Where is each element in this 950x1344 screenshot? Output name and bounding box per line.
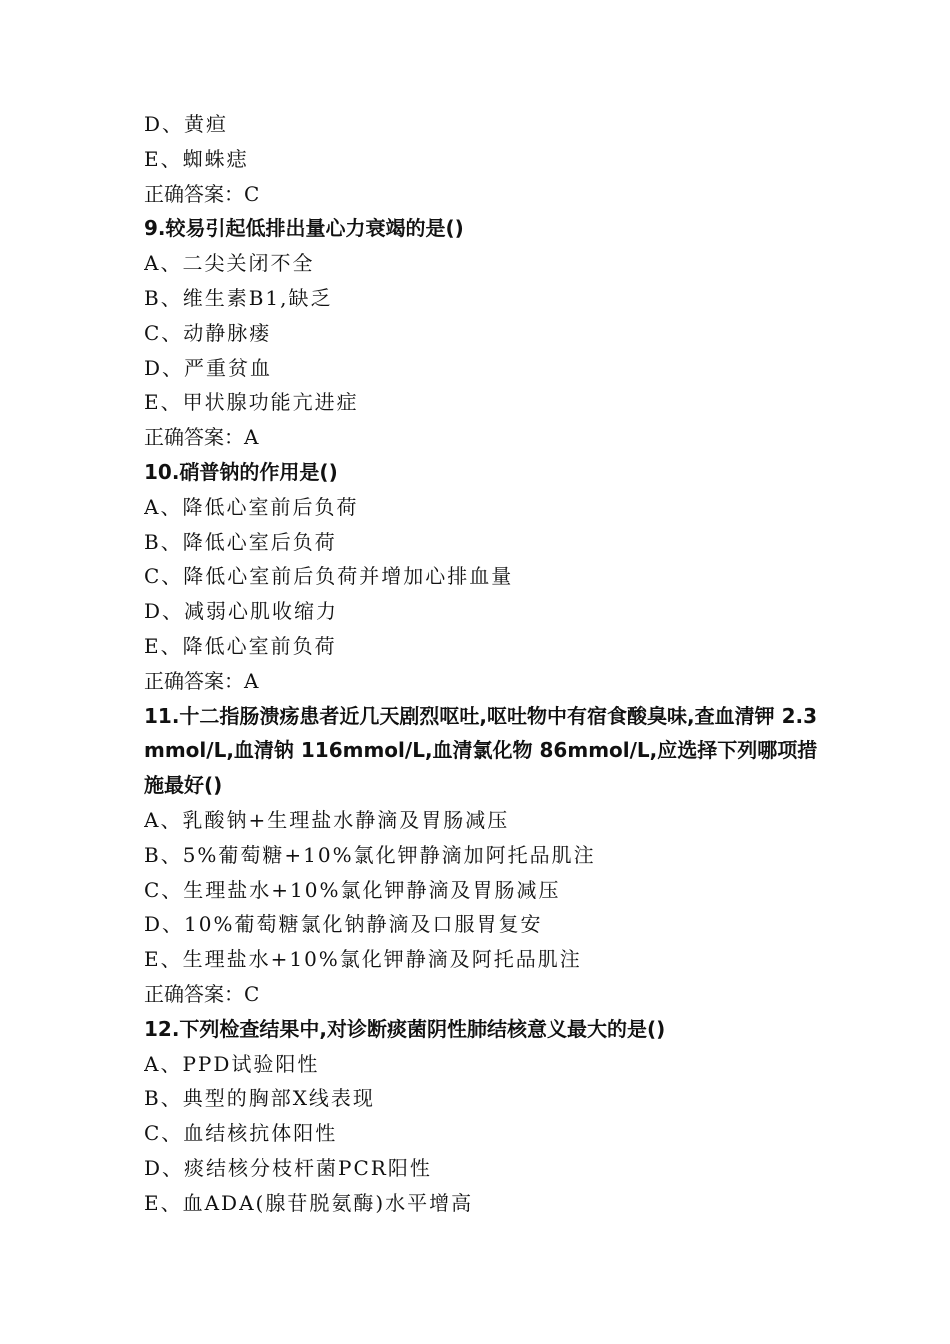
- option-c: C、动静脉瘘: [144, 320, 272, 345]
- exam-content: [144, 107, 824, 1221]
- option-a: A、PPD试验阳性: [144, 1051, 320, 1076]
- option-a: A、乳酸钠+生理盐水静滴及胃肠减压: [144, 807, 510, 832]
- answer-q9: 正确答案：A: [144, 425, 259, 450]
- option-e: E、血ADA(腺苷脱氨酶)水平增高: [144, 1190, 474, 1215]
- option-b: B、降低心室后负荷: [144, 529, 337, 554]
- question-9: 9.较易引起低排出量心力衰竭的是(): [144, 216, 464, 241]
- answer-q11: 正确答案：C: [144, 981, 260, 1006]
- question-10: 10.硝普钠的作用是(): [144, 459, 338, 484]
- option-d-jaundice: D、黄疸: [144, 112, 229, 136]
- option-a: A、降低心室前后负荷: [144, 494, 359, 519]
- option-d: D、痰结核分枝杆菌PCR阳性: [144, 1155, 432, 1180]
- option-e: E、降低心室前负荷: [144, 633, 337, 658]
- option-b: B、维生素B1,缺乏: [144, 285, 333, 310]
- option-c: C、降低心室前后负荷并增加心排血量: [144, 564, 514, 589]
- option-e-spider-nevus: E、蜘蛛痣: [144, 146, 249, 171]
- option-b: B、典型的胸部X线表现: [144, 1086, 375, 1111]
- option-e: E、甲状腺功能亢进症: [144, 390, 359, 415]
- option-d: D、10%葡萄糖氯化钠静滴及口服胃复安: [144, 912, 543, 937]
- option-d: D、严重贫血: [144, 355, 273, 380]
- option-c: C、血结核抗体阳性: [144, 1121, 338, 1146]
- answer-q10: 正确答案：A: [144, 668, 259, 693]
- option-a: A、二尖关闭不全: [144, 251, 315, 276]
- question-12: 12.下列检查结果中,对诊断痰菌阴性肺结核意义最大的是(): [144, 1016, 666, 1041]
- answer-q8: 正确答案：C: [144, 181, 260, 206]
- option-d: D、减弱心肌收缩力: [144, 599, 339, 624]
- option-b: B、5%葡萄糖+10%氯化钾静滴加阿托品肌注: [144, 842, 596, 867]
- option-e: E、生理盐水+10%氯化钾静滴及阿托品肌注: [144, 947, 582, 972]
- question-11: 11.十二指肠溃疡患者近几天剧烈呕吐,呕吐物中有宿食酸臭味,查血清钾 2.3mmol/L,血清钠 116mmol/L,血清氯化物 86mmol/L,应选择下列哪项措施最好(): [144, 703, 818, 798]
- option-c: C、生理盐水+10%氯化钾静滴及胃肠减压: [144, 877, 561, 902]
